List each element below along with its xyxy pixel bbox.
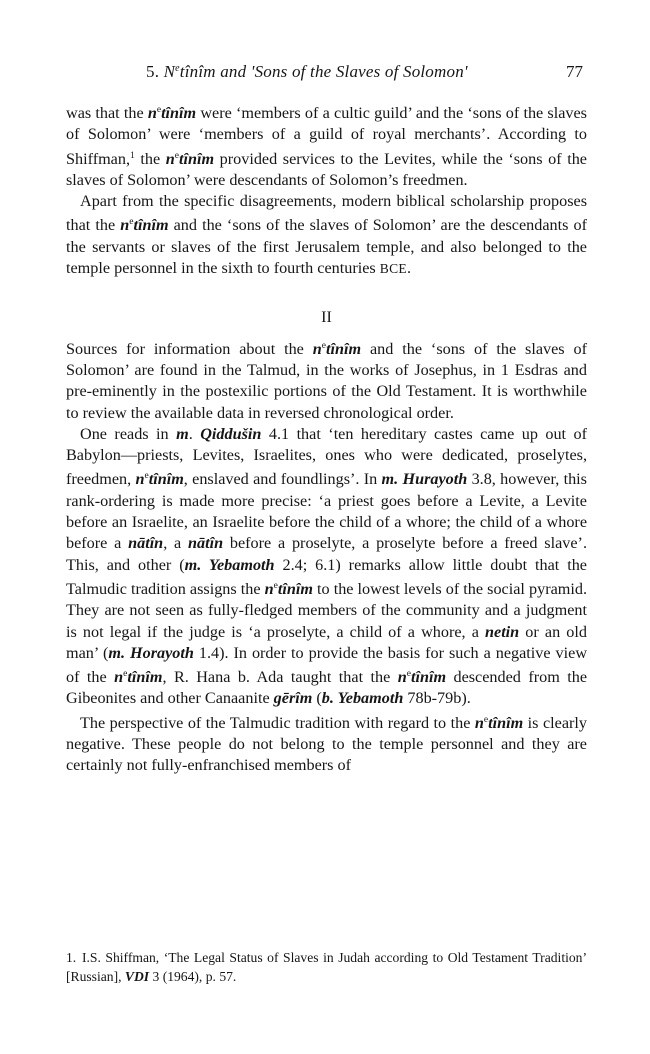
italic-term: n bbox=[474, 713, 484, 732]
italic-term: nātîn bbox=[128, 534, 164, 553]
italic-term: Qiddušin bbox=[200, 424, 262, 443]
italic-term: VDI bbox=[124, 969, 150, 984]
italic-term: m. Hurayoth bbox=[381, 470, 468, 489]
text-run: is clearly negative. These people do not belong to the temple personnel and they are certainly not fully-enfranchised members of bbox=[66, 713, 587, 775]
paragraph bbox=[66, 336, 587, 424]
italic-term: tînîm bbox=[410, 668, 447, 687]
text-run: and the ‘sons of the slaves of Solomon’ are the descendants of the servants or slaves of the first Jerusalem temple, and also belonged to the temple personnel in the sixth to fourth centuries bbox=[66, 216, 587, 278]
italic-term: m. Horayoth bbox=[108, 643, 194, 662]
paragraph bbox=[66, 100, 587, 191]
superscript: e bbox=[483, 714, 489, 725]
italic-term: n bbox=[264, 579, 274, 598]
superscript: e bbox=[406, 669, 411, 680]
text-run: 2.4; 6.1) remarks allow little doubt that the Talmudic tradition assigns the bbox=[66, 555, 587, 598]
italic-term: gērîm bbox=[273, 689, 313, 708]
running-head bbox=[66, 62, 587, 86]
page-number: 77 bbox=[566, 62, 583, 81]
italic-term: tînîm bbox=[127, 668, 163, 687]
text-run: or an old man’ ( bbox=[66, 622, 587, 662]
italic-term: n bbox=[147, 104, 157, 122]
text-run: Sources for information about the bbox=[66, 339, 313, 358]
text-run: I.S. Shiffman, ‘The Legal Status of Slaves in Judah according to Old Testament Tradition’ [Russian], bbox=[66, 950, 587, 984]
italic-term: tînîm bbox=[133, 216, 169, 235]
paragraph bbox=[66, 424, 587, 710]
italic-term: tînîm bbox=[178, 149, 215, 168]
superscript: e bbox=[273, 580, 278, 591]
text-run: and the ‘sons of the slaves of Solomon’ are found in the Talmud, in the works of Josephus, in 1 Esdras and pre-eminently in the postexilic portions of the Old Testament. It is worthwhile to review the available data in reversed chronological order. bbox=[66, 339, 587, 422]
text-run: The perspective of the Talmudic tradition with regard to the bbox=[80, 713, 475, 732]
superscript: 1 bbox=[130, 150, 135, 161]
italic-term: b. Yebamoth bbox=[321, 689, 404, 708]
small-caps: BCE bbox=[379, 261, 407, 277]
chapter-title-sup: e bbox=[175, 63, 180, 74]
superscript: e bbox=[156, 105, 162, 115]
text-run: 78b-79b). bbox=[403, 689, 471, 708]
text-run: 1.4). In order to provide the basis for such a negative view of the bbox=[66, 643, 588, 687]
text-run: , R. Hana b. Ada taught that the bbox=[162, 668, 398, 687]
text-run: provided services to the Levites, while the ‘sons of the slaves of Solomon’ were descendants of Solomon’s freedmen. bbox=[66, 149, 587, 189]
superscript: e bbox=[144, 471, 149, 482]
paragraphs-after-section bbox=[66, 336, 587, 777]
italic-term: n bbox=[135, 470, 145, 489]
text-run: ( bbox=[312, 689, 322, 708]
chapter-title bbox=[146, 62, 468, 82]
footnote bbox=[66, 948, 587, 986]
text-run: . bbox=[406, 259, 411, 278]
text-run: was that the bbox=[66, 104, 148, 122]
italic-term: netin bbox=[485, 622, 520, 641]
text-run: to the lowest levels of the social pyramid. They are not seen as fully-fledged members of the community and a judgment is not legal if the judge is ‘a proselyte, a child of a whore, a bbox=[66, 579, 587, 641]
italic-term: n bbox=[114, 668, 124, 687]
paragraph bbox=[66, 191, 587, 279]
italic-term: m bbox=[176, 424, 189, 443]
paragraphs-before-section bbox=[66, 100, 587, 279]
text-run: before a proselyte, a proselyte before a freed slave’. This, and other ( bbox=[66, 534, 587, 574]
superscript: e bbox=[123, 669, 128, 680]
italic-term: nātîn bbox=[188, 534, 224, 553]
italic-term: tînîm bbox=[148, 470, 184, 489]
footnote-number: 1. bbox=[66, 950, 77, 965]
italic-term: tînîm bbox=[161, 104, 197, 122]
text-run: descended from the Gibeonites and other Canaanite bbox=[66, 668, 588, 708]
superscript: e bbox=[174, 150, 179, 161]
text-run: One reads in bbox=[80, 424, 177, 443]
text-run: Apart from the specific disagreements, modern biblical scholarship proposes that the bbox=[66, 192, 587, 235]
italic-term: tînîm bbox=[277, 579, 313, 598]
italic-term: tînîm bbox=[326, 339, 362, 358]
superscript: e bbox=[321, 340, 326, 351]
italic-term: n bbox=[120, 216, 130, 235]
text-run: were ‘members of a cultic guild’ and the ‘sons of the slaves of Solomon’ were ‘members of a guild of royal merchants’. According to Shiffman, bbox=[66, 104, 587, 168]
text-run: , enslaved and foundlings’. In bbox=[183, 470, 382, 489]
italic-term: n bbox=[312, 339, 322, 358]
chapter-number: 5. bbox=[146, 62, 160, 81]
text-run: 4.1 that ‘ten hereditary castes came up out of Babylon—priests, Levites, Israelites, ones who were dedicated, proselytes, freedmen, bbox=[66, 424, 587, 489]
footnote-text bbox=[66, 950, 587, 984]
text-run: , a bbox=[163, 534, 188, 553]
text-run: 3.8, however, this rank-ordering is made more precise: ‘a priest goes before a Levite, a Levite before an Israelite, an Israelite before the child of a whore; the child of a whore before a bbox=[66, 470, 587, 553]
chapter-title-n: N bbox=[163, 62, 176, 81]
superscript: e bbox=[129, 217, 134, 228]
chapter-title-rest: tînîm and 'Sons of the Slaves of Solomon' bbox=[179, 62, 468, 81]
italic-term: tînîm bbox=[488, 713, 524, 732]
italic-term: n bbox=[165, 149, 175, 168]
paragraph bbox=[66, 710, 587, 777]
text-run: the bbox=[134, 149, 166, 168]
italic-term: m. Yebamoth bbox=[184, 555, 275, 574]
italic-term: n bbox=[397, 668, 407, 687]
body-text bbox=[66, 100, 587, 777]
text-run: . bbox=[188, 424, 201, 443]
text-run: 3 (1964), p. 57. bbox=[149, 969, 237, 984]
section-heading: II bbox=[321, 309, 332, 327]
